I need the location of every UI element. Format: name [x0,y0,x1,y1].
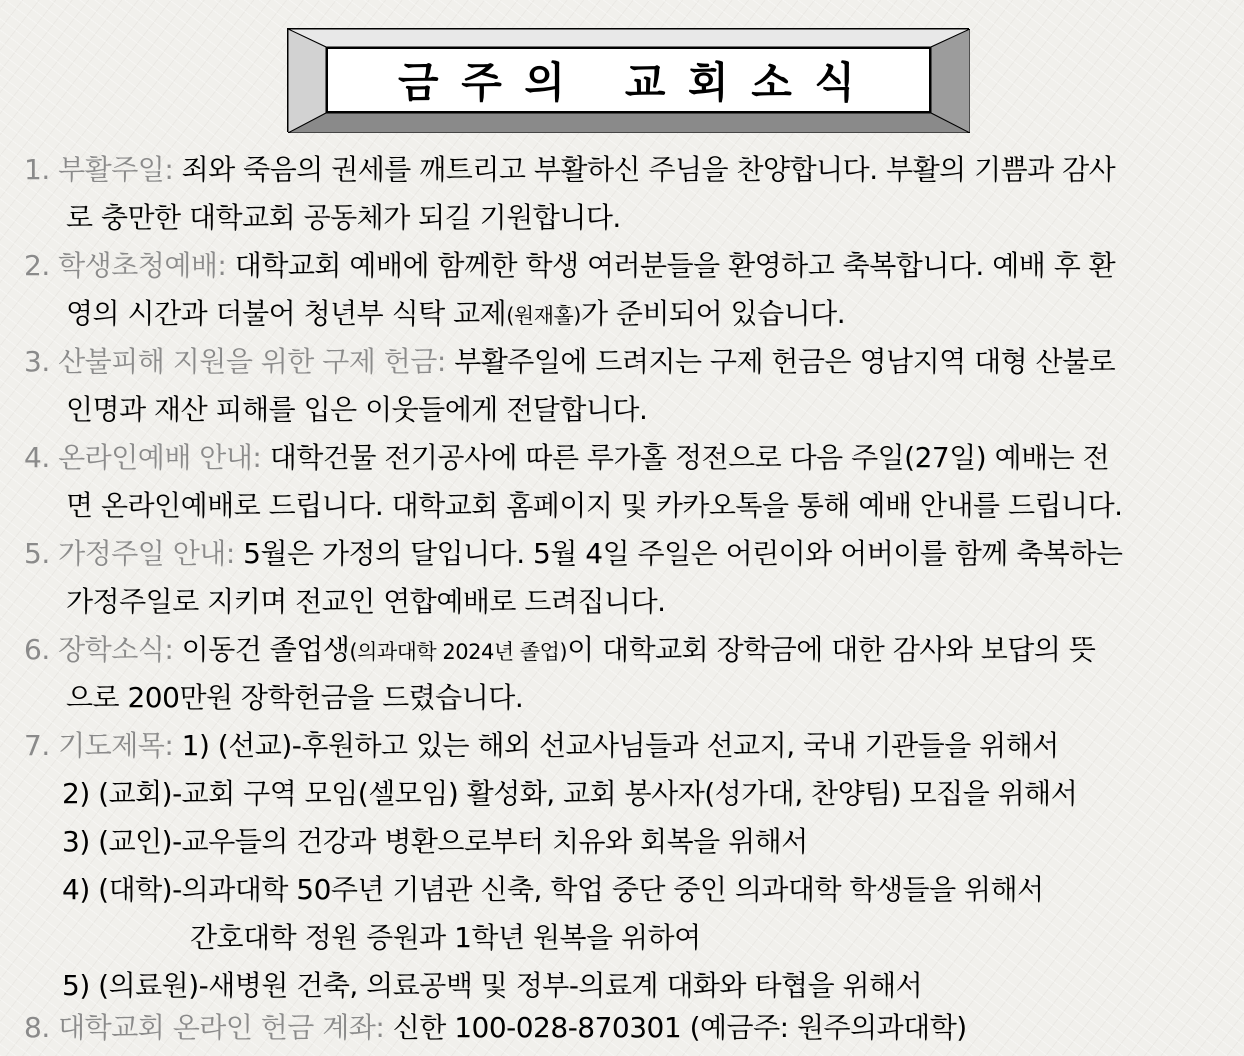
prayer-item-2 [62,776,1077,812]
item-label: 산불피해 지원을 위한 구제 헌금: [58,345,446,378]
list-item-4-line-1 [24,440,1109,476]
item-text: 신한 100-028-870301 (예금주: 원주의과대학) [392,1011,967,1044]
page-title: 금 주 의 교 회 소 식 [398,58,859,107]
item-text: 으로 200만원 장학헌금을 드렸습니다. [66,681,524,714]
item-text: 이 대학교회 장학금에 대한 감사와 보답의 뜻 [567,633,1096,666]
item-number: 1. [24,153,50,186]
title-box [326,47,931,113]
item-label: 학생초청예배: [58,249,227,282]
list-item-5-line-1 [24,536,1122,572]
item-label: 온라인예배 안내: [58,441,262,474]
item-text: 4) (대학)-의과대학 50주년 기념관 신축, 학업 중단 중인 의과대학 학생들을 위해서 [62,873,1044,906]
item-text: 5) (의료원)-새병원 건축, 의료공백 및 정부-의료계 대화와 타협을 위해서 [62,969,923,1002]
item-text: 2) (교회)-교회 구역 모임(셀모임) 활성화, 교회 봉사자(성가대, 찬양팀) 모집을 위해서 [62,777,1078,810]
item-number: 7. [24,729,50,762]
item-label: 가정주일 안내: [58,537,235,570]
prayer-item-3 [62,824,808,860]
title-banner [287,28,969,132]
item-text: 이동건 졸업생 [181,633,350,666]
item-text: 3) (교인)-교우들의 건강과 병환으로부터 치유와 회복을 위해서 [62,825,808,858]
list-item-2-line-2 [66,296,845,334]
item-text: 죄와 죽음의 권세를 깨트리고 부활하신 주님을 찬양합니다. 부활의 기쁨과 감사 [181,153,1116,186]
item-text: 대학건물 전기공사에 따른 루가홀 정전으로 다음 주일(27일) 예배는 전 [269,441,1110,474]
item-small-note: (의과대학 2024년 졸업) [349,640,568,664]
list-item-7-line-1 [24,728,1059,764]
item-label: 기도제목: [58,729,174,762]
item-text: 영의 시간과 더불어 청년부 식탁 교제 [66,297,507,330]
list-item-8-line-1 [24,1010,967,1046]
item-number: 6. [24,633,50,666]
prayer-item-4 [62,872,1044,908]
list-item-6-line-2 [66,680,523,716]
item-label: 대학교회 온라인 헌금 계좌: [58,1011,385,1044]
list-item-4-line-2 [66,488,1123,524]
item-number: 2. [24,249,50,282]
prayer-item-4-continued [190,920,701,956]
item-text: 인명과 재산 피해를 입은 이웃들에게 전달합니다. [66,393,648,426]
item-text: 부활주일에 드려지는 구제 헌금은 영남지역 대형 산불로 [454,345,1116,378]
item-number: 8. [24,1011,50,1044]
list-item-3-line-1 [24,344,1115,380]
item-text: 면 온라인예배로 드립니다. 대학교회 홈페이지 및 카카오톡을 통해 예배 안내를 드립니다. [66,489,1123,522]
item-small-note: (원재홀) [506,304,581,328]
item-text: 대학교회 예배에 함께한 학생 여러분들을 환영하고 축복합니다. 예배 후 환 [234,249,1116,282]
item-label: 부활주일: [58,153,174,186]
item-text: 5월은 가정의 달입니다. 5월 4일 주일은 어린이와 어버이를 함께 축복하는 [243,537,1123,570]
item-label: 장학소식: [58,633,174,666]
item-text: 로 충만한 대학교회 공동체가 되길 기원합니다. [66,201,621,234]
list-item-3-line-2 [66,392,647,428]
item-number: 5. [24,537,50,570]
prayer-item-5 [62,968,922,1004]
list-item-5-line-2 [66,584,666,620]
list-item-2-line-1 [24,248,1115,284]
item-text: 간호대학 정원 증원과 1학년 원복을 위하여 [190,921,701,954]
item-number: 3. [24,345,50,378]
item-number: 4. [24,441,50,474]
list-item-6-line-1 [24,632,1095,670]
list-item-1-line-2 [66,200,621,236]
list-item-1-line-1 [24,152,1115,188]
item-text: 가 준비되어 있습니다. [580,297,846,330]
item-text: 가정주일로 지키며 전교인 연합예배로 드려집니다. [66,585,666,618]
item-text: 1) (선교)-후원하고 있는 해외 선교사님들과 선교지, 국내 기관들을 위해서 [181,729,1059,762]
